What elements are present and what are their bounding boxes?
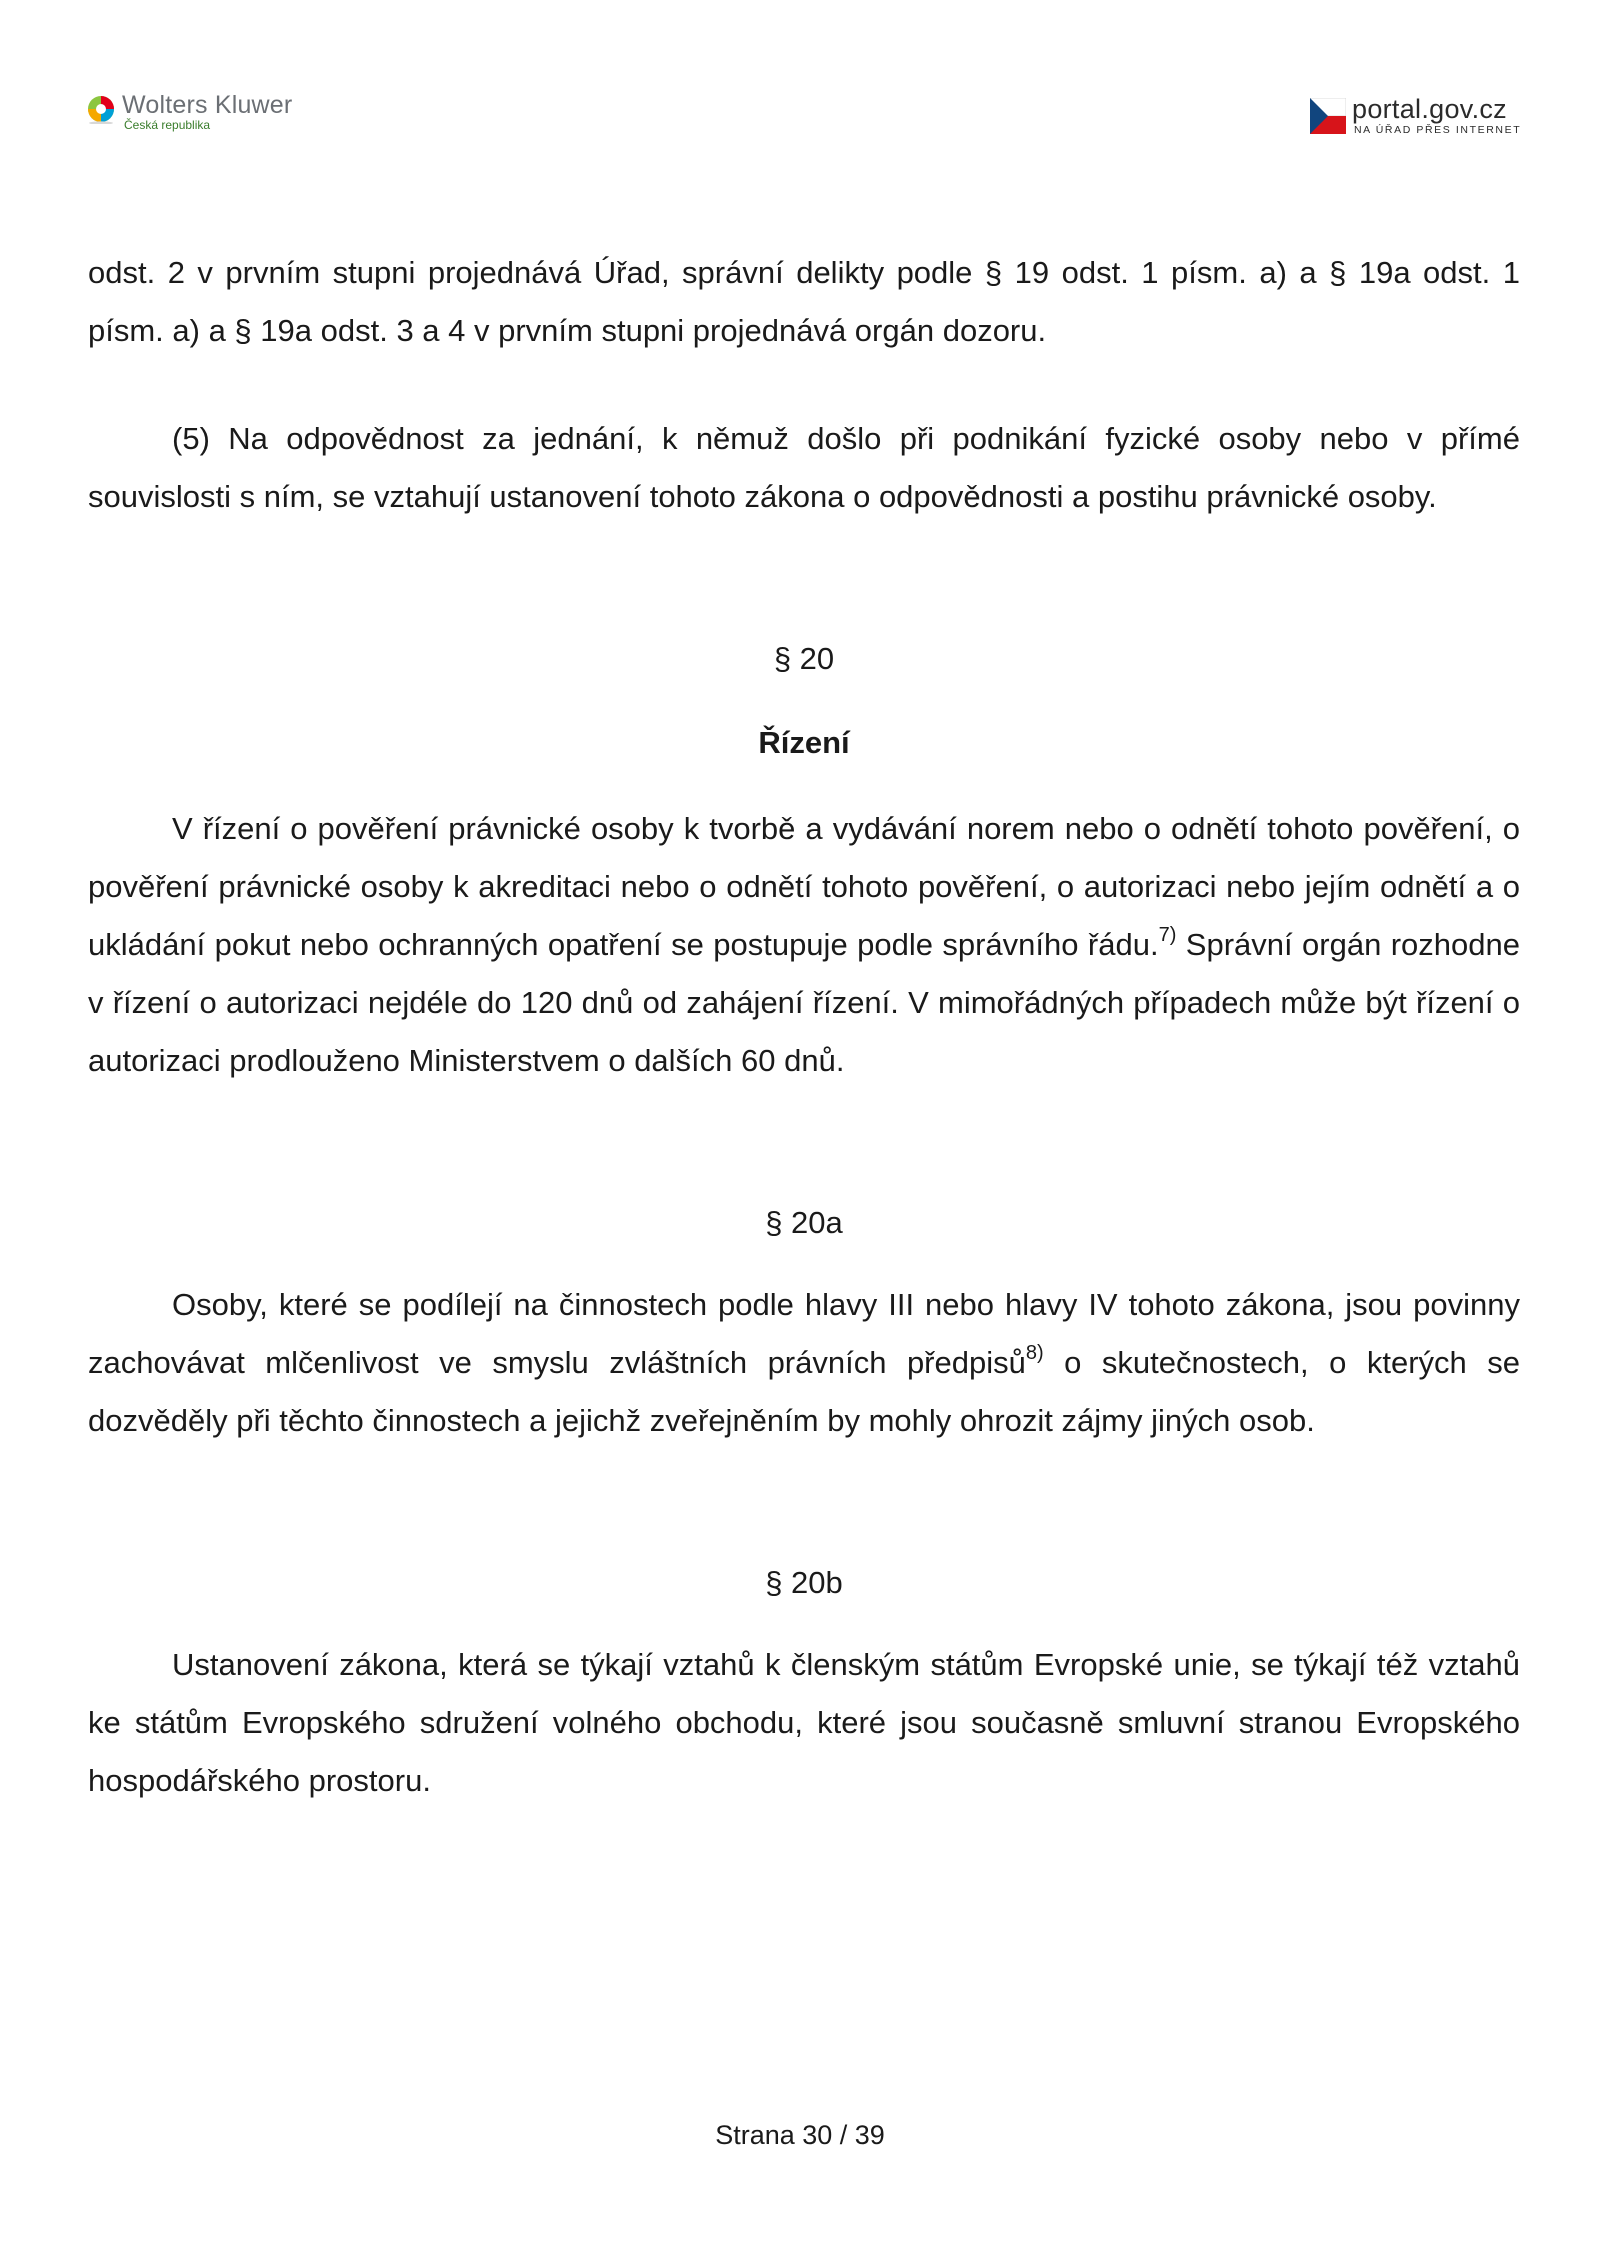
portal-gov-subtitle: NA ÚŘAD PŘES INTERNET: [1354, 124, 1522, 136]
document-content: [88, 244, 1520, 1810]
wolters-kluwer-subtitle: Česká republika: [124, 118, 211, 132]
footnote-7-marker: 7): [1158, 924, 1177, 946]
page-header: [0, 0, 1600, 160]
page-number: Strana 30 / 39: [715, 2120, 885, 2150]
wolters-kluwer-name: Wolters Kluwer: [122, 91, 293, 119]
section-20-title: Řízení: [758, 725, 850, 760]
section-20a-text-a: Osoby, které se podílejí na činnostech podle hlavy III nebo hlavy IV tohoto zákona, jsou povinny zachovávat mlčenlivost ve smyslu zvláštních právních předpisů: [88, 1287, 1520, 1380]
page-footer: [0, 2120, 1600, 2151]
footnote-8-marker: 8): [1025, 1342, 1044, 1364]
section-20-number: § 20: [773, 641, 835, 676]
czech-flag-icon: [1310, 98, 1346, 134]
portal-gov-logo: [1310, 94, 1521, 137]
section-20b-number: § 20b: [765, 1565, 843, 1600]
section-20a-text: [88, 1276, 1520, 1450]
section-20b-text: Ustanovení zákona, která se týkají vztahů k členským státům Evropské unie, se týkají též vztahů ke státům Evropského sdružení volného obchodu, které jsou současně smluvní stranou Evropského hospodářského prostoru.: [88, 1647, 1520, 1798]
wolters-kluwer-logo: [86, 92, 292, 132]
section-20-text: [88, 800, 1520, 1090]
section-20a-number: § 20a: [765, 1205, 843, 1240]
paragraph-continuation: odst. 2 v prvním stupni projednává Úřad, správní delikty podle § 19 odst. 1 písm. a) a § 19a odst. 1 písm. a) a § 19a odst. 3 a 4 v prvním stupni projednává orgán dozoru.: [88, 255, 1520, 348]
paragraph-5: (5) Na odpovědnost za jednání, k němuž došlo při podnikání fyzické osoby nebo v přímé souvislosti s ním, se vztahují ustanovení tohoto zákona o odpovědnosti a postihu právnické osoby.: [88, 421, 1520, 514]
wolters-kluwer-globe-icon: [86, 94, 116, 124]
section-20a-text-b: o skutečnostech, o kterých se dozvěděly při těchto činnostech a jejichž zveřejněním by mohly ohrozit zájmy jiných osob.: [88, 1345, 1520, 1438]
section-20-text-b: Správní orgán rozhodne v řízení o autorizaci nejdéle do 120 dnů od zahájení řízení. V mimořádných případech může být řízení o autorizaci prodlouženo Ministerstvem o dalších 60 dnů.: [88, 927, 1521, 1078]
portal-gov-name: portal.gov.cz: [1352, 94, 1507, 124]
section-20-text-a: V řízení o pověření právnické osoby k tvorbě a vydávání norem nebo o odnětí tohoto pověření, o pověření právnické osoby k akreditaci nebo o odnětí tohoto pověření, o autorizaci nebo jejím odnětí a o ukládání pokut nebo ochranných opatření se postupuje podle správního řádu.: [88, 811, 1520, 962]
